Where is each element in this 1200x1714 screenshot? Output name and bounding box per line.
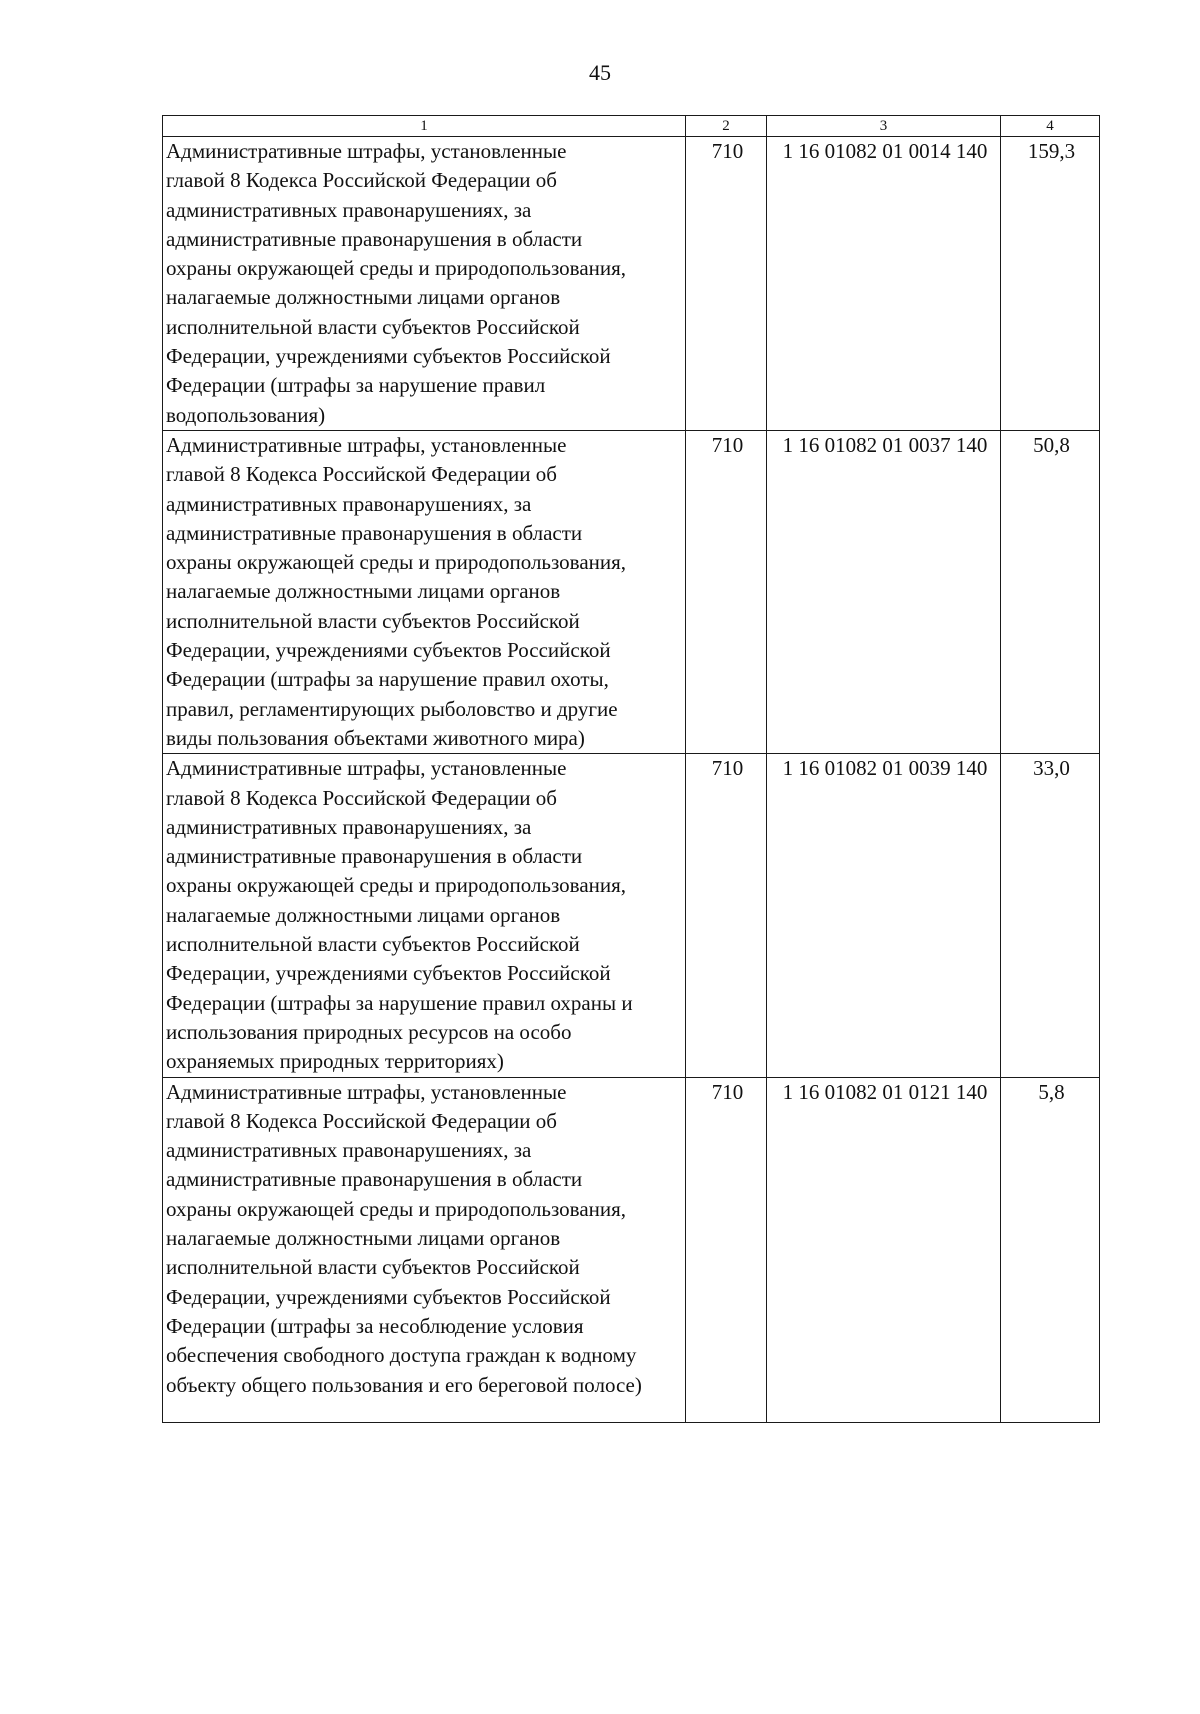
table-row xyxy=(163,431,1100,754)
column-header-3: 3 xyxy=(767,116,1001,137)
table-header-row xyxy=(163,116,1100,137)
row-description: Административные штрафы, установленные главой 8 Кодекса Российской Федерации об административных правонарушениях, за административные правонарушения в области охраны окружающей среды и природопользования, налагаемые должностными лицами органов исполнительной власти субъектов Российской Федерации, учреждениями субъектов Российской Федерации (штрафы за несоблюдение условия обеспечения свободного доступа граждан к водному объекту общего пользования и его береговой полосе) xyxy=(163,1077,686,1422)
table-row xyxy=(163,137,1100,431)
table-row xyxy=(163,1077,1100,1422)
row-budget-code: 1 16 01082 01 0037 140 xyxy=(767,431,1001,754)
row-description: Административные штрафы, установленные главой 8 Кодекса Российской Федерации об административных правонарушениях, за административные правонарушения в области охраны окружающей среды и природопользования, налагаемые должностными лицами органов исполнительной власти субъектов Российской Федерации, учреждениями субъектов Российской Федерации (штрафы за нарушение правил охоты, правил, регламентирующих рыболовство и другие виды пользования объектами животного мира) xyxy=(163,431,686,754)
table-row xyxy=(163,754,1100,1077)
row-amount: 5,8 xyxy=(1001,1077,1100,1422)
row-description: Административные штрафы, установленные главой 8 Кодекса Российской Федерации об административных правонарушениях, за административные правонарушения в области охраны окружающей среды и природопользования, налагаемые должностными лицами органов исполнительной власти субъектов Российской Федерации, учреждениями субъектов Российской Федерации (штрафы за нарушение правил водопользования) xyxy=(163,137,686,431)
row-amount: 159,3 xyxy=(1001,137,1100,431)
budget-table xyxy=(162,115,1100,1423)
row-budget-code: 1 16 01082 01 0121 140 xyxy=(767,1077,1001,1422)
column-header-4: 4 xyxy=(1001,116,1100,137)
column-header-2: 2 xyxy=(686,116,767,137)
column-header-1: 1 xyxy=(163,116,686,137)
row-admin-code: 710 xyxy=(686,137,767,431)
page-number: 45 xyxy=(589,60,611,85)
row-budget-code: 1 16 01082 01 0039 140 xyxy=(767,754,1001,1077)
row-amount: 33,0 xyxy=(1001,754,1100,1077)
row-amount: 50,8 xyxy=(1001,431,1100,754)
row-admin-code: 710 xyxy=(686,754,767,1077)
row-description: Административные штрафы, установленные главой 8 Кодекса Российской Федерации об административных правонарушениях, за административные правонарушения в области охраны окружающей среды и природопользования, налагаемые должностными лицами органов исполнительной власти субъектов Российской Федерации, учреждениями субъектов Российской Федерации (штрафы за нарушение правил охраны и использования природных ресурсов на особо охраняемых природных территориях) xyxy=(163,754,686,1077)
row-admin-code: 710 xyxy=(686,431,767,754)
row-budget-code: 1 16 01082 01 0014 140 xyxy=(767,137,1001,431)
row-admin-code: 710 xyxy=(686,1077,767,1422)
